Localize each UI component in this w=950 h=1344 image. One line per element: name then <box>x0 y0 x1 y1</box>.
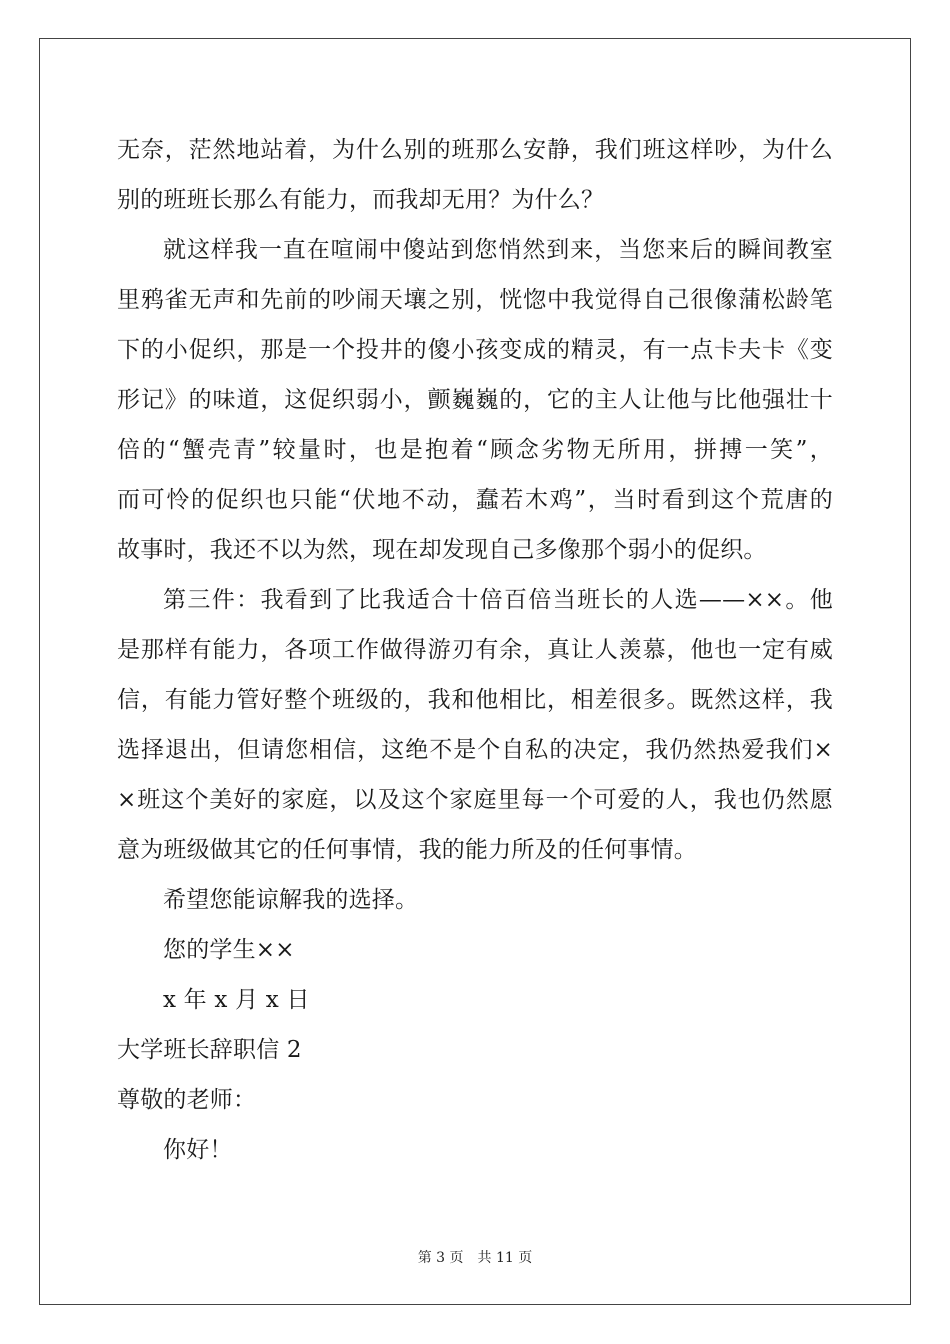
text-line: 大学班长辞职信 2 <box>117 1037 302 1063</box>
text-line: x 年 x 月 x 日 <box>163 987 310 1013</box>
text-line: 信，有能力管好整个班级的，我和他相比，相差很多。既然这样，我 <box>117 687 833 713</box>
text-line: 希望您能谅解我的选择。 <box>163 887 419 913</box>
text-line: 选择退出，但请您相信，这绝不是个自私的决定，我仍然热爱我们× <box>117 737 833 763</box>
text-line: 形记》的味道，这促织弱小，颤巍巍的，它的主人让他与比他强壮十 <box>117 387 833 413</box>
document-body <box>117 125 833 1175</box>
text-line: 无奈，茫然地站着，为什么别的班那么安静，我们班这样吵，为什么 <box>117 137 833 163</box>
text-line: 您的学生×× <box>163 937 295 963</box>
text-line: 你好！ <box>163 1137 233 1163</box>
text-line: 别的班班长那么有能力，而我却无用？为什么？ <box>117 187 605 213</box>
text-line: 是那样有能力，各项工作做得游刃有余，真让人羡慕，他也一定有威 <box>117 637 833 663</box>
text-line: 倍的“蟹壳青”较量时，也是抱着“顾念劣物无所用，拼搏一笑”， <box>117 437 833 463</box>
text-line: 就这样我一直在喧闹中傻站到您悄然到来，当您来后的瞬间教室 <box>163 237 833 263</box>
page-footer: 第 3 页 共 11 页 <box>417 1250 533 1266</box>
text-line: 而可怜的促织也只能“伏地不动，蠢若木鸡”，当时看到这个荒唐的 <box>117 487 833 513</box>
text-line: 意为班级做其它的任何事情，我的能力所及的任何事情。 <box>117 837 697 863</box>
text-line: 第三件：我看到了比我适合十倍百倍当班长的人选——××。他 <box>163 587 833 613</box>
text-line: 里鸦雀无声和先前的吵闹天壤之别，恍惚中我觉得自己很像蒲松龄笔 <box>117 287 833 313</box>
text-line: 尊敬的老师： <box>117 1087 257 1113</box>
text-line: ×班这个美好的家庭，以及这个家庭里每一个可爱的人，我也仍然愿 <box>117 787 833 813</box>
text-line: 故事时，我还不以为然，现在却发现自己多像那个弱小的促织。 <box>117 537 767 563</box>
text-line: 下的小促织，那是一个投井的傻小孩变成的精灵，有一点卡夫卡《变 <box>117 337 833 363</box>
